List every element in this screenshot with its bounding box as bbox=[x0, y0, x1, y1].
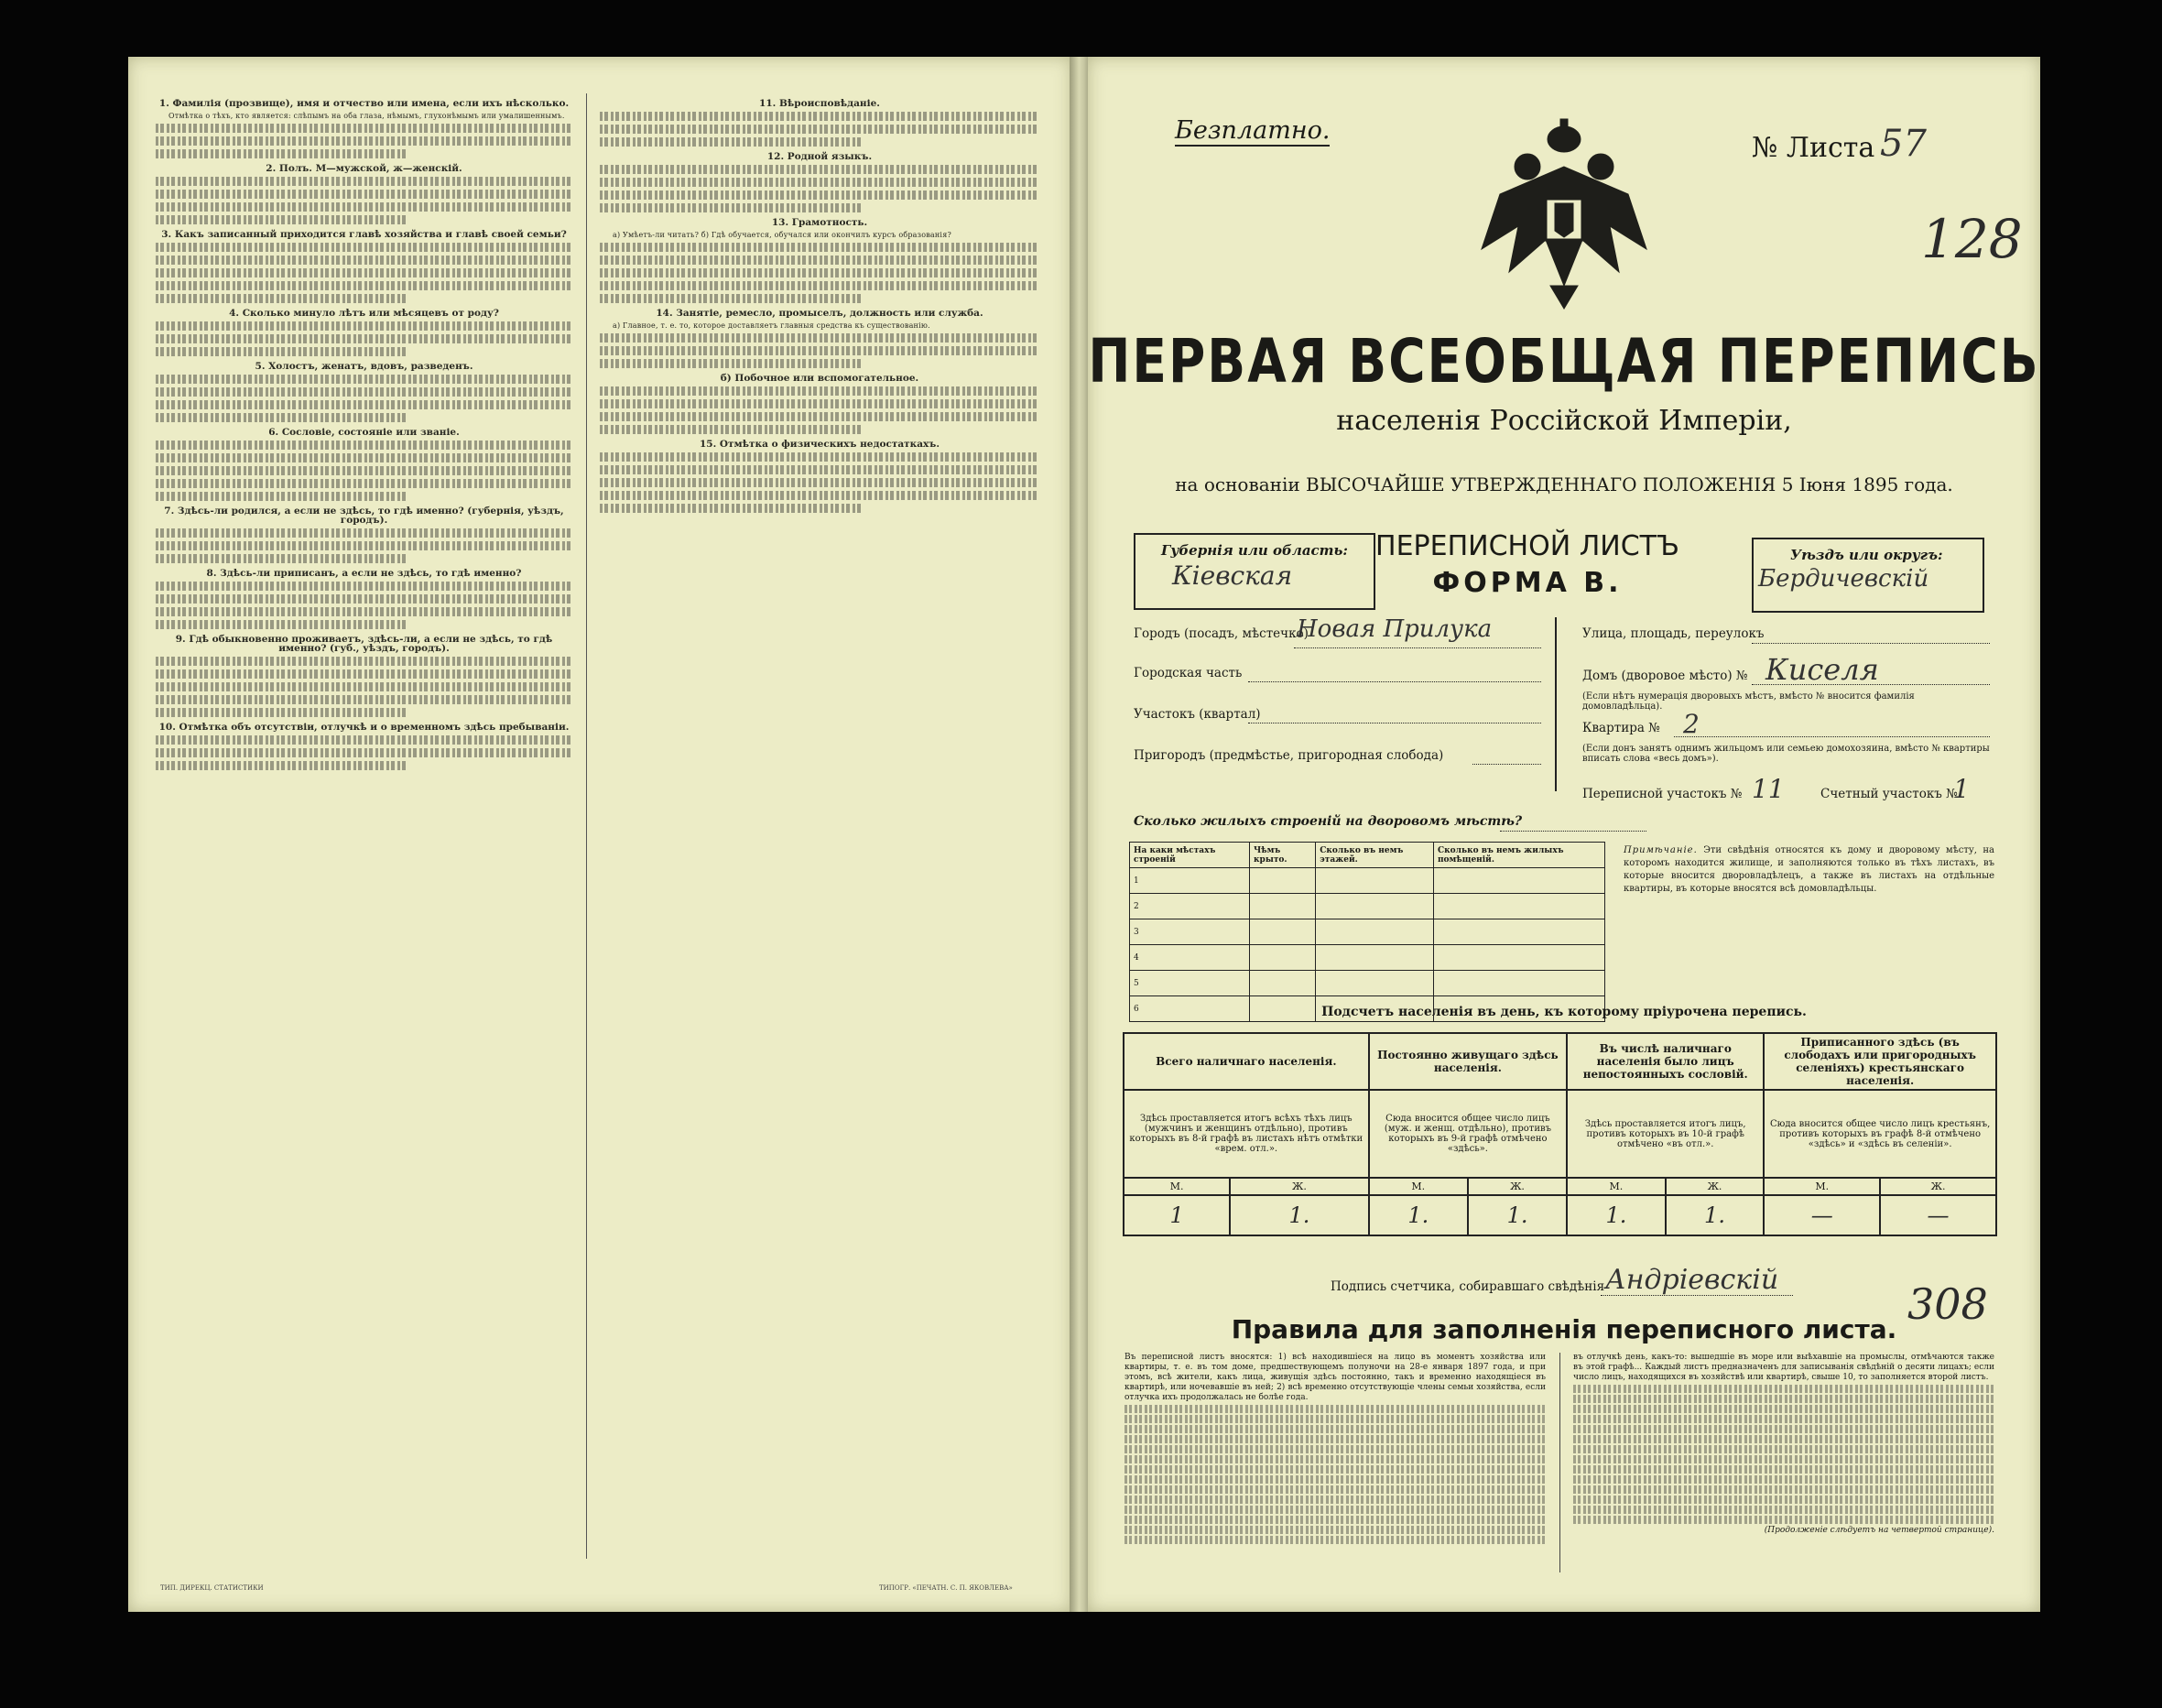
table-row bbox=[1130, 919, 1605, 945]
dwellings-header: Сколько въ немъ этажей. bbox=[1316, 843, 1434, 868]
instructions-column-1 bbox=[156, 93, 572, 774]
sex-header: Ж. bbox=[1230, 1178, 1368, 1195]
section-title: 5. Холостъ, женатъ, вдовъ, разведенъ. bbox=[255, 361, 473, 372]
illegible-line bbox=[600, 425, 864, 434]
illegible-line bbox=[156, 657, 572, 666]
dwellings-cell bbox=[1250, 894, 1316, 919]
illegible-line bbox=[156, 528, 572, 538]
apartment-label: Квартира № bbox=[1582, 721, 1660, 735]
note-block bbox=[1624, 844, 1994, 896]
rules-column-2-filler bbox=[1573, 1385, 1994, 1524]
dwellings-cell bbox=[1250, 919, 1316, 945]
illegible-line bbox=[156, 441, 572, 450]
dwellings-header: Сколько въ немъ жилыхъ помѣщеній. bbox=[1433, 843, 1604, 868]
rules-column-2-text: въ отлучкѣ день, какъ-то: вышедшіе въ море или выѣхавшіе на промыслы, отмѣчаются также въ этой графѣ... Каждый листъ предназначенъ для записыванія свѣдѣній о десяти лицахъ; если число лицъ, находящихся въ хозяйствѣ или квартирѣ, свыше 10, то заполняется второй листъ. bbox=[1573, 1353, 1994, 1382]
rules-column-1-text: Въ переписной листъ вносятся: 1) всѣ находившіеся на лицо въ моментъ хозяйства или квартиры, т. е. въ том доме, предшествующемъ полуночи на 28-е января 1897 года, и при этомъ, всѣ жители, какъ лица, живущія здѣсь постоянно, такъ и временно находящіеся въ квартирѣ, или ночевавшіе въ ней; 2) всѣ временно отсутствующіе члены семьи хозяйства, если отлучка ихъ продолжалась не болѣе года. bbox=[1124, 1353, 1546, 1402]
section-title: б) Побочное или вспомогательное. bbox=[720, 373, 919, 384]
sex-header: М. bbox=[1369, 1178, 1468, 1195]
dwellings-cell bbox=[1316, 894, 1434, 919]
instructions-column-2 bbox=[600, 93, 1039, 517]
district-label: Городская часть bbox=[1134, 666, 1243, 680]
illegible-line bbox=[1573, 1415, 1994, 1423]
left-page bbox=[128, 57, 1071, 1612]
rules-footer: (Продолженіе слѣдуетъ на четвертой странице). bbox=[1764, 1526, 1994, 1535]
sheet-number-handwritten: 57 bbox=[1880, 123, 1927, 165]
city-value: Новая Прилука bbox=[1297, 615, 1493, 643]
sector-label: Участокъ (квартал) bbox=[1134, 707, 1261, 722]
illegible-line bbox=[1573, 1496, 1994, 1504]
signature-label: Подпись счетчика, собиравшаго свѣдѣнія bbox=[1331, 1279, 1605, 1294]
sex-header: М. bbox=[1567, 1178, 1666, 1195]
section-title: 1. Фамилія (прозвище), имя и отчество или имена, если ихъ нѣсколько. bbox=[158, 98, 570, 109]
illegible-line bbox=[1124, 1405, 1546, 1413]
apartment-value: 2 bbox=[1683, 709, 1700, 739]
illegible-line bbox=[1573, 1455, 1994, 1463]
dwellings-cell bbox=[1433, 945, 1604, 971]
population-title: Подсчетъ населенія въ день, къ которому пріурочена перепись. bbox=[1321, 1005, 1807, 1019]
population-value: 1. bbox=[1369, 1195, 1468, 1235]
illegible-line bbox=[1573, 1465, 1994, 1474]
illegible-line bbox=[1573, 1445, 1994, 1453]
dwellings-cell: 1 bbox=[1130, 868, 1250, 894]
illegible-line bbox=[600, 504, 864, 513]
section-text: а) Умѣетъ-ли читать? б) Гдѣ обучается, обучался или окончилъ курсъ образованія? bbox=[613, 231, 951, 239]
handwritten-number-1: 128 bbox=[1921, 208, 2023, 270]
population-note: Сюда вносится общее число лицъ крестьянъ, противъ которыхъ въ графѣ 8-й отмѣчено «здѣсь» и «здѣсь въ селеніи». bbox=[1764, 1090, 1996, 1178]
dwellings-header: На каки мѣстахъ строеній bbox=[1130, 843, 1250, 868]
dwellings-cell bbox=[1316, 868, 1434, 894]
section-text: а) Главное, т. е. то, которое доставляетъ главныя средства къ существованію. bbox=[613, 321, 930, 330]
illegible-line bbox=[1573, 1485, 1994, 1494]
table-row bbox=[1130, 894, 1605, 919]
province-label: Губернія или область: bbox=[1161, 542, 1348, 559]
illegible-line bbox=[1573, 1516, 1994, 1524]
population-header: Приписанного здѣсь (въ слободахъ или пригородныхъ селеніяхъ) крестьянскаго населенія. bbox=[1764, 1033, 1996, 1090]
county-box bbox=[1752, 538, 1984, 613]
illegible-line bbox=[600, 386, 1039, 396]
rules-column-2 bbox=[1573, 1353, 1994, 1536]
illegible-line bbox=[1573, 1395, 1994, 1403]
dwellings-line bbox=[1500, 831, 1646, 832]
dwellings-cell bbox=[1433, 868, 1604, 894]
street-line bbox=[1752, 643, 1990, 644]
printer-line-left: ТИП. ДИРЕКЦ. СТАТИСТИКИ bbox=[160, 1584, 264, 1592]
suburb-label: Пригородъ (предмѣстье, пригородная слобода) bbox=[1134, 748, 1444, 763]
section-text: Отмѣтка о тѣхъ, кто является: слѣпымъ на оба глаза, нѣмымъ, глухонѣмымъ или умалишеннымъ. bbox=[168, 112, 565, 120]
dwellings-cell bbox=[1433, 894, 1604, 919]
illegible-line bbox=[156, 582, 572, 591]
list-title-line-2: ФОРМА В. bbox=[1432, 567, 1623, 599]
rules-column-1 bbox=[1124, 1353, 1546, 1546]
illegible-line bbox=[1124, 1516, 1546, 1524]
dwellings-cell: 6 bbox=[1130, 996, 1250, 1022]
illegible-line bbox=[156, 735, 572, 745]
illegible-line bbox=[600, 359, 864, 368]
illegible-line bbox=[156, 281, 572, 290]
illegible-line bbox=[156, 761, 406, 770]
section-title: 15. Отмѣтка о физическихъ недостаткахъ. bbox=[699, 439, 940, 450]
dwellings-header: Чѣмъ крыто. bbox=[1250, 843, 1316, 868]
dwellings-cell bbox=[1316, 919, 1434, 945]
illegible-line bbox=[156, 748, 572, 757]
dwellings-cell: 4 bbox=[1130, 945, 1250, 971]
illegible-line bbox=[156, 294, 406, 303]
illegible-line bbox=[156, 124, 572, 133]
dwellings-cell bbox=[1433, 919, 1604, 945]
address-divider bbox=[1555, 617, 1557, 791]
population-note: Здѣсь проставляется итогъ лицъ, противъ которыхъ въ 10-й графѣ отмѣчено «въ отл.». bbox=[1567, 1090, 1764, 1178]
illegible-line bbox=[156, 682, 572, 691]
illegible-line bbox=[156, 466, 572, 475]
illegible-line bbox=[600, 268, 1039, 277]
suburb-line bbox=[1472, 764, 1541, 765]
illegible-line bbox=[156, 479, 572, 488]
population-value: — bbox=[1880, 1195, 1996, 1235]
dwellings-cell bbox=[1316, 945, 1434, 971]
section-title: 11. Вѣроисповѣданіе. bbox=[759, 98, 880, 109]
section-title: 13. Грамотность. bbox=[771, 217, 868, 228]
illegible-line bbox=[600, 203, 864, 212]
column-divider bbox=[586, 93, 587, 1559]
census-sector-value: 11 bbox=[1752, 774, 1785, 804]
illegible-line bbox=[1124, 1475, 1546, 1484]
illegible-line bbox=[156, 620, 406, 629]
population-value: 1. bbox=[1230, 1195, 1368, 1235]
illegible-line bbox=[1124, 1536, 1546, 1544]
illegible-line bbox=[1124, 1415, 1546, 1423]
table-row bbox=[1130, 868, 1605, 894]
illegible-line bbox=[600, 178, 1039, 187]
illegible-line bbox=[600, 243, 1039, 252]
population-note: Сюда вносится общее число лицъ (муж. и женщ. отдѣльно), противъ которыхъ въ 9-й графѣ отмѣчено «здѣсь». bbox=[1369, 1090, 1567, 1178]
illegible-line bbox=[156, 334, 572, 343]
illegible-line bbox=[600, 112, 1039, 121]
illegible-line bbox=[156, 541, 572, 550]
county-label: Уѣздъ или округъ: bbox=[1790, 547, 1943, 563]
population-header: Всего наличнаго населенія. bbox=[1124, 1033, 1369, 1090]
population-table bbox=[1123, 1032, 1997, 1236]
illegible-line bbox=[156, 492, 406, 501]
list-title bbox=[1335, 528, 1720, 602]
district-line bbox=[1248, 681, 1541, 682]
printer-line-right: ТИПОГР. «ПЕЧАТН. С. П. ЯКОВЛЕВА» bbox=[879, 1584, 1013, 1592]
dwellings-cell: 5 bbox=[1130, 971, 1250, 996]
population-value: 1. bbox=[1567, 1195, 1666, 1235]
illegible-line bbox=[1573, 1385, 1994, 1393]
illegible-line bbox=[1124, 1485, 1546, 1494]
dwellings-cell: 3 bbox=[1130, 919, 1250, 945]
note-title: Примѣчаніе. bbox=[1624, 845, 1698, 855]
illegible-line bbox=[1124, 1506, 1546, 1514]
illegible-line bbox=[1573, 1435, 1994, 1443]
illegible-line bbox=[600, 491, 1039, 500]
house-value: Киселя bbox=[1765, 652, 1879, 687]
decree-line: на основаніи ВЫСОЧАЙШЕ УТВЕРЖДЕННАГО ПОЛОЖЕНІЯ 5 Іюня 1895 года. bbox=[1175, 473, 1953, 495]
county-value: Бердичевскій bbox=[1758, 565, 1929, 593]
illegible-line bbox=[156, 375, 572, 384]
dwellings-cell bbox=[1316, 971, 1434, 996]
section-title: 9. Гдѣ обыкновенно проживаетъ, здѣсь-ли, а если не здѣсь, то гдѣ именно? (губ., уѣздъ, городъ). bbox=[175, 634, 553, 654]
illegible-line bbox=[156, 136, 572, 146]
rules-column-1-filler bbox=[1124, 1405, 1546, 1544]
list-title-line-1: ПЕРЕПИСНОЙ ЛИСТЪ bbox=[1375, 530, 1679, 562]
illegible-line bbox=[600, 465, 1039, 474]
sex-header: Ж. bbox=[1666, 1178, 1765, 1195]
illegible-line bbox=[600, 399, 1039, 408]
rules-divider bbox=[1559, 1353, 1560, 1572]
illegible-line bbox=[1124, 1455, 1546, 1463]
section-title: 3. Какъ записанный приходится главѣ хозяйства и главѣ своей семьи? bbox=[161, 229, 567, 240]
dwellings-cell bbox=[1433, 971, 1604, 996]
section-title: 14. Занятіе, ремесло, промыселъ, должность или служба. bbox=[656, 308, 983, 319]
illegible-line bbox=[156, 190, 572, 199]
sex-header: М. bbox=[1764, 1178, 1880, 1195]
signature-line bbox=[1601, 1295, 1793, 1296]
section-title: 4. Сколько минуло лѣтъ или мѣсяцевъ от роду? bbox=[229, 308, 499, 319]
coat-of-arms-icon bbox=[1472, 112, 1656, 313]
illegible-line bbox=[1573, 1425, 1994, 1433]
dwellings-cell bbox=[1250, 945, 1316, 971]
section-title: 12. Родной языкъ. bbox=[766, 151, 873, 162]
population-value: 1 bbox=[1124, 1195, 1230, 1235]
population-value: 1. bbox=[1666, 1195, 1765, 1235]
illegible-line bbox=[1573, 1475, 1994, 1484]
illegible-line bbox=[600, 281, 1039, 290]
illegible-line bbox=[1124, 1435, 1546, 1443]
rules-title: Правила для заполненія переписного листа. bbox=[1231, 1314, 1897, 1344]
section-title: 2. Полъ. М—мужской, ж—женскій. bbox=[266, 163, 462, 174]
right-page bbox=[1088, 57, 2040, 1612]
house-note: (Если нѣтъ нумерація дворовыхъ мѣстъ, вмѣсто № вносится фамилія домовладѣльца). bbox=[1582, 691, 1915, 712]
illegible-line bbox=[1124, 1425, 1546, 1433]
province-value: Кіевская bbox=[1172, 560, 1293, 591]
sheet-number-label: № Листа bbox=[1752, 132, 1875, 164]
illegible-line bbox=[156, 400, 572, 409]
illegible-line bbox=[1573, 1405, 1994, 1413]
illegible-line bbox=[156, 453, 572, 462]
sex-header: Ж. bbox=[1880, 1178, 1996, 1195]
apartment-line bbox=[1674, 736, 1990, 737]
dwellings-question: Сколько жилыхъ строеній на дворовомъ мѣстѣ? bbox=[1134, 814, 1523, 829]
section-title: 8. Здѣсь-ли приписанъ, а если не здѣсь, то гдѣ именно? bbox=[206, 568, 522, 579]
illegible-line bbox=[600, 165, 1039, 174]
illegible-line bbox=[156, 202, 572, 212]
census-sector-label: Переписной участокъ № bbox=[1582, 787, 1743, 801]
count-sector-value: 1 bbox=[1953, 774, 1970, 804]
city-label: Городъ (посадъ, мѣстечко) bbox=[1134, 626, 1309, 641]
illegible-line bbox=[156, 256, 572, 265]
dwellings-cell: 2 bbox=[1130, 894, 1250, 919]
street-label: Улица, площадь, переулокъ bbox=[1582, 626, 1765, 641]
section-title: 6. Сословіе, состояніе или званіе. bbox=[268, 427, 460, 438]
signature-value: Андріевскій bbox=[1605, 1264, 1779, 1296]
dwellings-cell bbox=[1250, 971, 1316, 996]
section-title: 10. Отмѣтка объ отсутствіи, отлучкѣ и о временномъ здѣсь пребываніи. bbox=[158, 722, 570, 733]
handwritten-number-2: 308 bbox=[1907, 1279, 1988, 1329]
population-value: — bbox=[1764, 1195, 1880, 1235]
illegible-line bbox=[1124, 1496, 1546, 1504]
illegible-line bbox=[600, 333, 1039, 343]
illegible-line bbox=[600, 452, 1039, 462]
illegible-line bbox=[156, 347, 406, 356]
illegible-line bbox=[156, 607, 572, 616]
apartment-note: (Если донъ занятъ однимъ жильцомъ или семьею домохозяина, вмѣсто № квартиры вписать слова «весь домъ»). bbox=[1582, 744, 1990, 764]
illegible-line bbox=[156, 594, 572, 604]
illegible-line bbox=[1124, 1465, 1546, 1474]
section-title: 7. Здѣсь-ли родился, а если не здѣсь, то гдѣ именно? (губернія, уѣздъ, городъ). bbox=[164, 506, 564, 526]
count-sector-label: Счетный участокъ № bbox=[1820, 787, 1958, 801]
dwellings-table bbox=[1129, 842, 1605, 1022]
table-row bbox=[1130, 945, 1605, 971]
illegible-line bbox=[600, 190, 1039, 200]
population-header: Въ числѣ наличнаго населенія было лицъ непостоянныхъ сословій. bbox=[1567, 1033, 1764, 1090]
house-label: Домъ (дворовое мѣсто) № bbox=[1582, 669, 1748, 683]
illegible-line bbox=[156, 669, 572, 679]
illegible-line bbox=[156, 177, 572, 186]
illegible-line bbox=[600, 294, 864, 303]
sex-header: М. bbox=[1124, 1178, 1230, 1195]
illegible-line bbox=[156, 243, 572, 252]
illegible-line bbox=[600, 478, 1039, 487]
main-title: ПЕРВАЯ ВСЕОБЩАЯ ПЕРЕПИСЬ bbox=[1088, 325, 2040, 397]
illegible-line bbox=[156, 215, 406, 224]
note-text: Эти свѣдѣнія относятся къ дому и дворовому мѣсту, на которомъ находится жилище, и заполняются только въ тѣхъ листахъ, въ которые вносится дворовладѣлецъ, а также въ листахъ на отдѣльные квартиры, въ которые вносятся всѣ домовладѣльцы. bbox=[1624, 845, 1994, 894]
population-note: Здѣсь проставляется итогъ всѣхъ тѣхъ лицъ (мужчинъ и женщинъ отдѣльно), противъ которыхъ въ 8-й графѣ въ листахъ нѣтъ отмѣтки «врем. отл.». bbox=[1124, 1090, 1369, 1178]
illegible-line bbox=[600, 346, 1039, 355]
free-label: Безплатно. bbox=[1175, 116, 1331, 145]
dwellings-cell bbox=[1250, 868, 1316, 894]
illegible-line bbox=[1573, 1506, 1994, 1514]
illegible-line bbox=[600, 137, 864, 147]
illegible-line bbox=[1124, 1526, 1546, 1534]
illegible-line bbox=[156, 387, 572, 397]
illegible-line bbox=[156, 321, 572, 331]
illegible-line bbox=[600, 412, 1039, 421]
illegible-line bbox=[156, 554, 406, 563]
population-header: Постоянно живущаго здѣсь населенія. bbox=[1369, 1033, 1567, 1090]
illegible-line bbox=[156, 413, 406, 422]
city-line bbox=[1294, 647, 1541, 648]
illegible-line bbox=[156, 149, 406, 158]
sub-title: населенія Россійской Имперіи, bbox=[1336, 405, 1792, 437]
house-line bbox=[1752, 684, 1990, 685]
sex-header: Ж. bbox=[1468, 1178, 1567, 1195]
illegible-line bbox=[600, 256, 1039, 265]
illegible-line bbox=[156, 695, 572, 704]
illegible-line bbox=[600, 125, 1039, 134]
table-row bbox=[1130, 971, 1605, 996]
illegible-line bbox=[156, 708, 406, 717]
population-value: 1. bbox=[1468, 1195, 1567, 1235]
illegible-line bbox=[156, 268, 572, 277]
illegible-line bbox=[1124, 1445, 1546, 1453]
